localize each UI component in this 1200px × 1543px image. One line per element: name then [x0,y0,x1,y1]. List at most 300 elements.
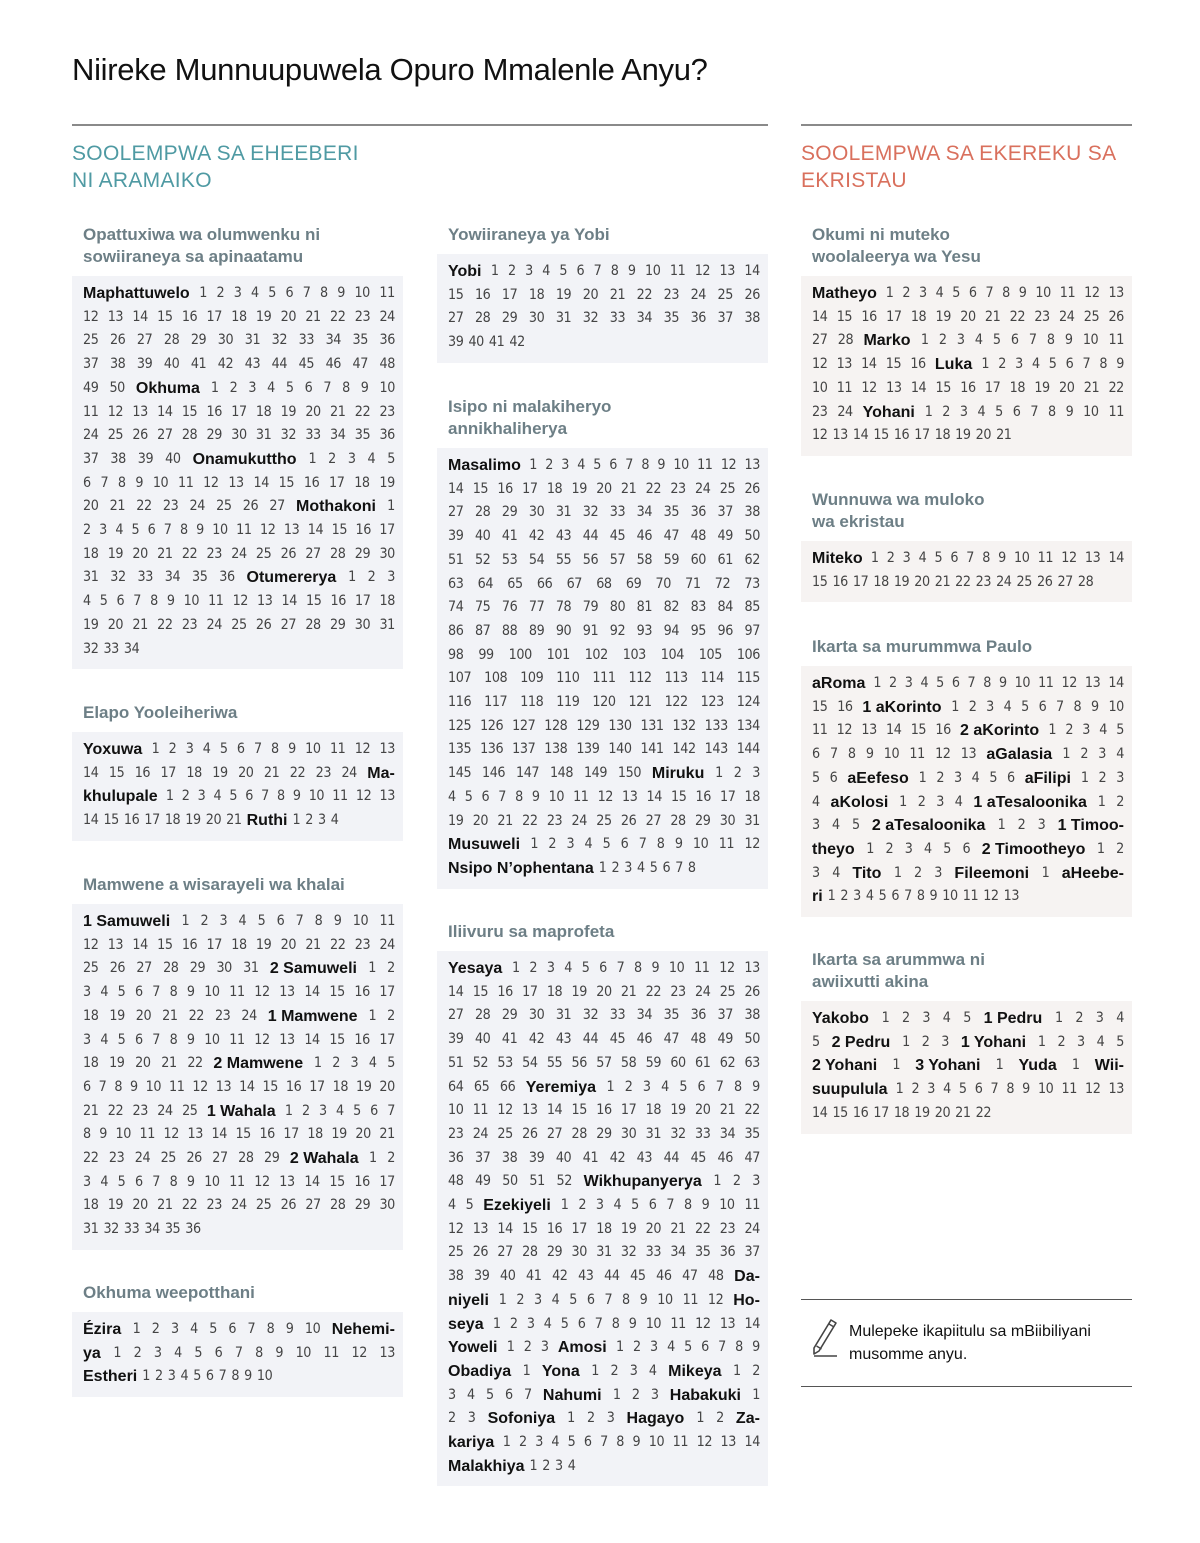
chapter-number: 9 [1064,332,1073,349]
chapter-line [448,691,760,715]
group-return-from-exile [72,1282,403,1397]
chapter-number: 42 [528,528,545,545]
chapter-number: 6 [116,593,125,610]
chapter-number: 10 [1083,403,1099,420]
chapter-number: 12 [836,722,853,739]
chapter-number: 66 [499,1078,516,1095]
chapter-number: 1 [132,1321,141,1337]
chapter-number: 25 [1016,573,1032,590]
chapter-number: 39 [528,1149,545,1166]
book-name: Miteko [812,550,863,567]
chapter-number: 3 [540,1339,549,1356]
chapter-number: 2 [387,1150,395,1167]
chapter-number: 12 [83,936,99,953]
chapter-number: 4 [577,457,585,473]
chapter-line [812,767,1124,791]
chapter-number: 2 [516,1291,525,1308]
chapter-number: 111 [592,670,616,687]
chapter-number: 25 [719,480,736,497]
chapter-line [83,1100,395,1124]
chapter-number: 24 [379,936,395,953]
chapter-number: 22 [636,286,653,303]
chapter-number: 12 [254,984,270,1001]
chapter-number: 8 [342,379,350,396]
chapter-number: 4 [661,1078,669,1095]
chapter-number: 12 [1061,675,1077,691]
chapter-number: 2 [151,1321,160,1337]
chapter-number: 3 [197,788,206,805]
chapter-number: 1 [997,817,1006,834]
chapter-number: 29 [695,812,711,829]
chapter-number: 18 [528,286,545,303]
group-life-of-jesus [801,224,1132,456]
chapter-number: 48 [379,356,395,373]
book-name: Onamukuttho [192,450,297,468]
chapter-number: 2 [1080,746,1089,763]
chapter-number: 10 [645,263,661,279]
chapter-number: 1 [210,379,219,396]
chapter-number: 19 [935,308,951,325]
chapter-number: 5 [131,522,140,539]
chapter-number: 9 [701,1197,710,1214]
chapter-number: 24 [837,403,853,420]
chapter-number: 34 [670,1244,686,1261]
chapter-number: 21 [609,286,626,303]
chapter-number: 4 [543,1315,552,1332]
chapter-number: 11 [83,403,99,420]
group-christian-congregation [801,489,1132,602]
chapter-number: 3 [624,859,632,876]
chapter-number: 41 [190,356,207,373]
chapter-number: 18 [873,573,889,590]
chapter-number: 14 [281,593,297,610]
chapter-number: 4 [1031,356,1040,373]
chapter-number: 117 [484,694,508,711]
chapter-number: 18 [1009,379,1026,396]
chapter-number: 24 [695,983,711,1000]
chapter-number: 4 [974,332,983,349]
book-name: Malakhiya [448,1457,525,1475]
chapter-number: 11 [229,1031,245,1048]
chapter-number: 17 [719,788,736,805]
chapter-number: 22 [188,1007,205,1024]
chapter-number: 26 [255,616,272,633]
chapter-number: 10 [719,1197,735,1214]
book-name: Nahumi [542,1386,602,1404]
chapter-number: 21 [162,1007,178,1024]
chapter-number: 45 [609,1031,626,1048]
chapter-number: 34 [325,332,342,349]
chapter-number: 15 [522,1220,538,1237]
chapter-number: 14 [239,1078,255,1095]
book-name: Wii- [1094,1057,1124,1075]
chapter-number: 2 [542,1457,550,1474]
chapter-number: 40 [468,334,484,351]
chapter-number: 29 [330,616,346,633]
chapter-number: 19 [109,1007,125,1024]
chapter-number: 18 [893,1104,910,1121]
chapter-number: 10 [204,1173,220,1190]
chapter-number: 2 [624,1078,633,1095]
chapter-number: 14 [448,983,464,1000]
chapter-number: 10 [673,457,689,473]
chapter-number: 5 [387,450,395,467]
chapter-number: 4 [977,403,986,420]
chapter-number: 5 [1048,356,1057,373]
chapter-number: 13 [744,960,760,976]
chapter-number: 81 [636,599,653,616]
chapter-number: 11 [1038,675,1054,691]
book-name: Yoweli [448,1339,498,1357]
chapter-line [812,377,1124,401]
chapter-number: 2 [586,1410,595,1427]
chapter-number: 22 [975,1104,992,1121]
chapter-number: 17 [329,474,345,491]
chapter-number: 121 [628,694,652,711]
chapter-number: 9 [1065,403,1074,420]
chapter-number: 39 [474,1268,490,1285]
chapter-number: 17 [379,1173,395,1190]
chapter-number: 10 [212,522,228,539]
chapter-number: 6 [962,840,971,857]
chapter-number: 14 [304,1173,320,1190]
chapter-number: 10 [352,913,369,929]
chapter-number: 5 [936,675,944,691]
chapter-number: 4 [971,769,980,786]
chapter-line [83,1029,395,1053]
chapter-number: 9 [752,1339,760,1356]
book-name: Miruku [651,765,705,783]
chapter-number: 6 [304,379,313,396]
chapter-number: 1 [490,263,499,279]
chapter-number: 33 [137,569,153,586]
chapter-number: 13 [215,1078,232,1095]
chapter-number: 23 [448,1125,464,1142]
chapter-number: 36 [185,1221,201,1238]
chapter-number: 31 [83,569,99,586]
chapter-number: 20 [205,812,222,829]
chapter-number: 20 [596,480,612,497]
chapter-number: 32 [620,1244,637,1261]
chapter-number: 47 [352,356,368,373]
chapter-number: 27 [212,1150,228,1167]
chapter-number: 22 [107,1102,124,1119]
chapter-line [83,1218,395,1242]
chapter-number: 140 [608,741,632,758]
chapter-number: 1 [885,285,894,301]
chapter-number: 14 [157,403,173,420]
chapter-number: 18 [744,788,760,805]
chapter-number: 2 [752,1362,760,1379]
chapter-number: 34 [636,504,653,521]
chapter-line [448,810,760,834]
chapter-number: 13 [836,356,853,373]
group-title [801,949,1132,993]
chapter-number: 21 [670,1220,686,1237]
chapter-number: 34 [123,640,140,657]
chapter-number: 17 [620,1102,637,1119]
chapter-line [83,981,395,1005]
chapter-number: 11 [573,788,589,805]
chapter-number: 7 [152,984,160,1001]
chapter-number: 16 [546,1220,563,1237]
chapter-number: 31 [255,427,272,444]
chapter-number: 28 [163,332,180,349]
chapter-number: 142 [672,741,696,758]
chapter-number: 8 [83,1126,91,1143]
chapter-list [801,276,1132,456]
chapter-number: 13 [719,263,735,279]
chapter-number: 12 [696,1434,713,1451]
chapter-number: 11 [682,1291,699,1308]
chapter-number: 13 [622,788,638,805]
chapter-number: 6 [83,1078,91,1095]
chapter-number: 11 [169,1078,185,1095]
chapter-number: 75 [474,599,491,616]
chapter-number: 6 [134,1031,143,1048]
chapter-number: 10 [1014,550,1030,566]
chapter-number: 7 [616,960,625,976]
chapter-number: 15 [448,286,464,303]
chapter-number: 15 [329,1173,345,1190]
chapter-number: 33 [305,427,321,444]
chapter-number: 13 [861,722,877,739]
chapter-number: 49 [717,1031,733,1048]
chapter-number: 108 [484,670,508,687]
book-name: Yesaya [448,960,503,977]
chapter-number: 1 [1037,1033,1046,1050]
chapter-number: 12 [497,1102,513,1119]
book-name: suupulula [812,1081,888,1099]
chapter-number: 26 [1108,308,1124,325]
chapter-number: 3 [99,522,107,539]
chapter-number: 28 [474,504,491,521]
book-name: 2 aKorinto [960,722,1040,740]
chapter-number: 130 [608,717,632,734]
chapter-number: 7 [253,741,262,757]
chapter-number: 60 [690,551,707,568]
chapter-number: 52 [556,1173,572,1190]
book-name: ya [83,1344,101,1362]
chapter-number: 10 [1037,1081,1054,1098]
chapter-number: 80 [609,599,626,616]
chapter-number: 7 [387,1102,395,1119]
chapter-number: 7 [675,859,683,876]
chapter-number: 23 [975,573,992,590]
chapter-number: 3 [1015,356,1023,373]
chapter-number: 35 [663,504,680,521]
chapter-number: 9 [186,984,195,1001]
chapter-line [812,424,1124,448]
book-name: 1 aKorinto [862,698,942,716]
chapter-number: 7 [966,550,975,566]
chapter-line [448,857,760,881]
chapter-number: 18 [934,427,951,444]
chapter-number: 12 [812,356,828,373]
chapter-number: 13 [279,1031,295,1048]
chapter-number: 11 [697,457,713,473]
chapter-number: 24 [996,573,1012,590]
group-title [437,921,768,943]
chapter-number: 9 [186,1173,195,1190]
chapter-number: 2 [545,457,553,473]
chapter-number: 1 [1097,793,1106,810]
chapter-number: 19 [356,1078,372,1095]
chapter-number: 12 [694,263,711,279]
chapter-number: 107 [448,670,472,687]
chapter-number: 4 [542,263,550,279]
chapter-number: 15 [262,1078,278,1095]
chapter-number: 8 [1006,1081,1015,1098]
book-name: aEefeso [847,769,909,787]
chapter-number: 28 [330,1197,346,1214]
chapter-number: 13 [107,936,124,953]
chapter-number: 29 [190,332,207,349]
group-kings-of-israel [72,874,403,1250]
chapter-number: 32 [582,1007,599,1024]
chapter-number: 2 [1116,840,1124,857]
chapter-number: 9 [998,675,1007,691]
chapter-number: 11 [1108,332,1124,349]
chapter-number: 8 [683,1197,692,1214]
chapter-number: 54 [522,1054,538,1071]
chapter-number: 15 [181,403,198,420]
chapter-number: 33 [103,640,119,657]
chapter-number: 119 [556,694,580,711]
chapter-number: 1 [368,1007,377,1024]
chapter-number: 56 [571,1054,587,1071]
book-name: 2 Yohani [812,1057,878,1075]
chapter-number: 2 [942,403,951,420]
chapter-number: 25 [717,286,733,303]
chapter-number: 8 [515,788,523,805]
book-name: 1 Samuweli [83,913,171,930]
chapter-number: 5 [193,1368,201,1385]
chapter-number: 143 [704,741,728,758]
chapter-number: 17 [354,593,371,610]
chapter-number: 7 [666,1197,675,1214]
chapter-number: 11 [1108,403,1124,420]
chapter-number: 35 [663,310,680,327]
chapter-number: 12 [597,788,614,805]
chapter-number: 21 [109,498,126,515]
chapter-line [83,495,395,519]
chapter-number: 47 [663,528,680,545]
chapter-number: 104 [660,646,684,663]
chapter-number: 4 [448,1197,456,1214]
group-title-line: woolaleerya wa Yesu [812,247,981,266]
book-name: Yobi [448,263,482,280]
section-heading-line: EKRISTAU [801,169,907,192]
chapter-number: 25 [255,1197,272,1214]
chapter-number: 5 [99,593,108,610]
chapter-list [801,666,1132,917]
chapter-line [448,1407,760,1431]
chapter-number: 64 [448,1078,464,1095]
chapter-number: 48 [690,528,707,545]
chapter-number: 19 [83,616,99,633]
group-title-line: annikhaliherya [448,419,568,438]
chapter-number: 5 [812,1033,820,1050]
chapter-number: 9 [186,1031,195,1048]
chapter-number: 6 [276,913,285,929]
chapter-number: 135 [448,741,472,758]
chapter-number: 57 [596,1054,612,1071]
chapter-number: 27 [269,498,285,515]
chapter-number: 13 [1003,888,1020,905]
chapter-number: 30 [379,1197,395,1214]
chapter-number: 45 [630,1268,646,1285]
chapter-line [448,573,760,597]
chapter-number: 22 [187,1055,203,1072]
chapter-number: 28 [330,545,346,562]
chapter-number: 149 [583,765,608,782]
chapter-number: 1 [598,859,607,876]
chapter-number: 3 [83,984,91,1001]
chapter-number: 9 [1018,285,1027,301]
chapter-number: 7 [133,593,142,610]
chapter-number: 14 [304,1031,320,1048]
chapter-number: 136 [480,741,504,758]
chapter-number: 8 [266,1321,275,1337]
chapter-number: 9 [166,593,175,610]
chapter-number: 13 [283,522,300,539]
chapter-number: 6 [504,1386,513,1403]
chapter-number: 45 [298,356,315,373]
chapter-number: 22 [1009,308,1026,325]
chapter-number: 40 [555,1149,572,1166]
chapter-line [448,549,760,573]
chapter-number: 115 [736,670,760,687]
chapter-number: 26 [280,545,297,562]
book-name: Mikeya [668,1362,722,1380]
chapter-line [812,672,1124,696]
chapter-number: 11 [669,263,686,279]
chapter-number: 3 [904,675,913,691]
group-title-line: awiixutti akina [812,972,929,991]
chapter-number: 18 [546,480,563,497]
chapter-number: 18 [186,764,202,781]
chapter-number: 21 [132,616,148,633]
chapter-number: 5 [465,1197,474,1214]
chapter-number: 9 [632,1434,641,1451]
chapter-number: 23 [719,1220,736,1237]
chapter-number: 3 [812,817,820,834]
chapter-number: 46 [636,528,653,545]
chapter-number: 63 [744,1054,760,1071]
chapter-number: 3 [606,1410,615,1427]
book-name: Ruthi [246,812,288,830]
chapter-number: 74 [448,599,464,616]
chapter-number: 9 [99,1126,107,1143]
chapter-number: 31 [244,332,261,349]
book-name: Matheyo [812,285,877,302]
chapter-number: 4 [448,788,456,805]
chapter-number: 65 [507,575,523,592]
chapter-number: 9 [531,788,540,805]
chapter-number: 9 [1116,356,1124,373]
chapter-number: 103 [622,646,646,663]
chapter-number: 1 [199,285,207,301]
chapter-number: 6 [586,1291,595,1308]
chapter-number: 94 [663,622,680,639]
chapter-number: 44 [271,356,288,373]
chapter-number: 1 [873,675,882,691]
chapter-number: 16 [596,1102,612,1119]
chapter-number: 5 [1021,698,1029,715]
chapter-number: 3 [317,812,326,829]
chapter-number: 43 [244,356,261,373]
